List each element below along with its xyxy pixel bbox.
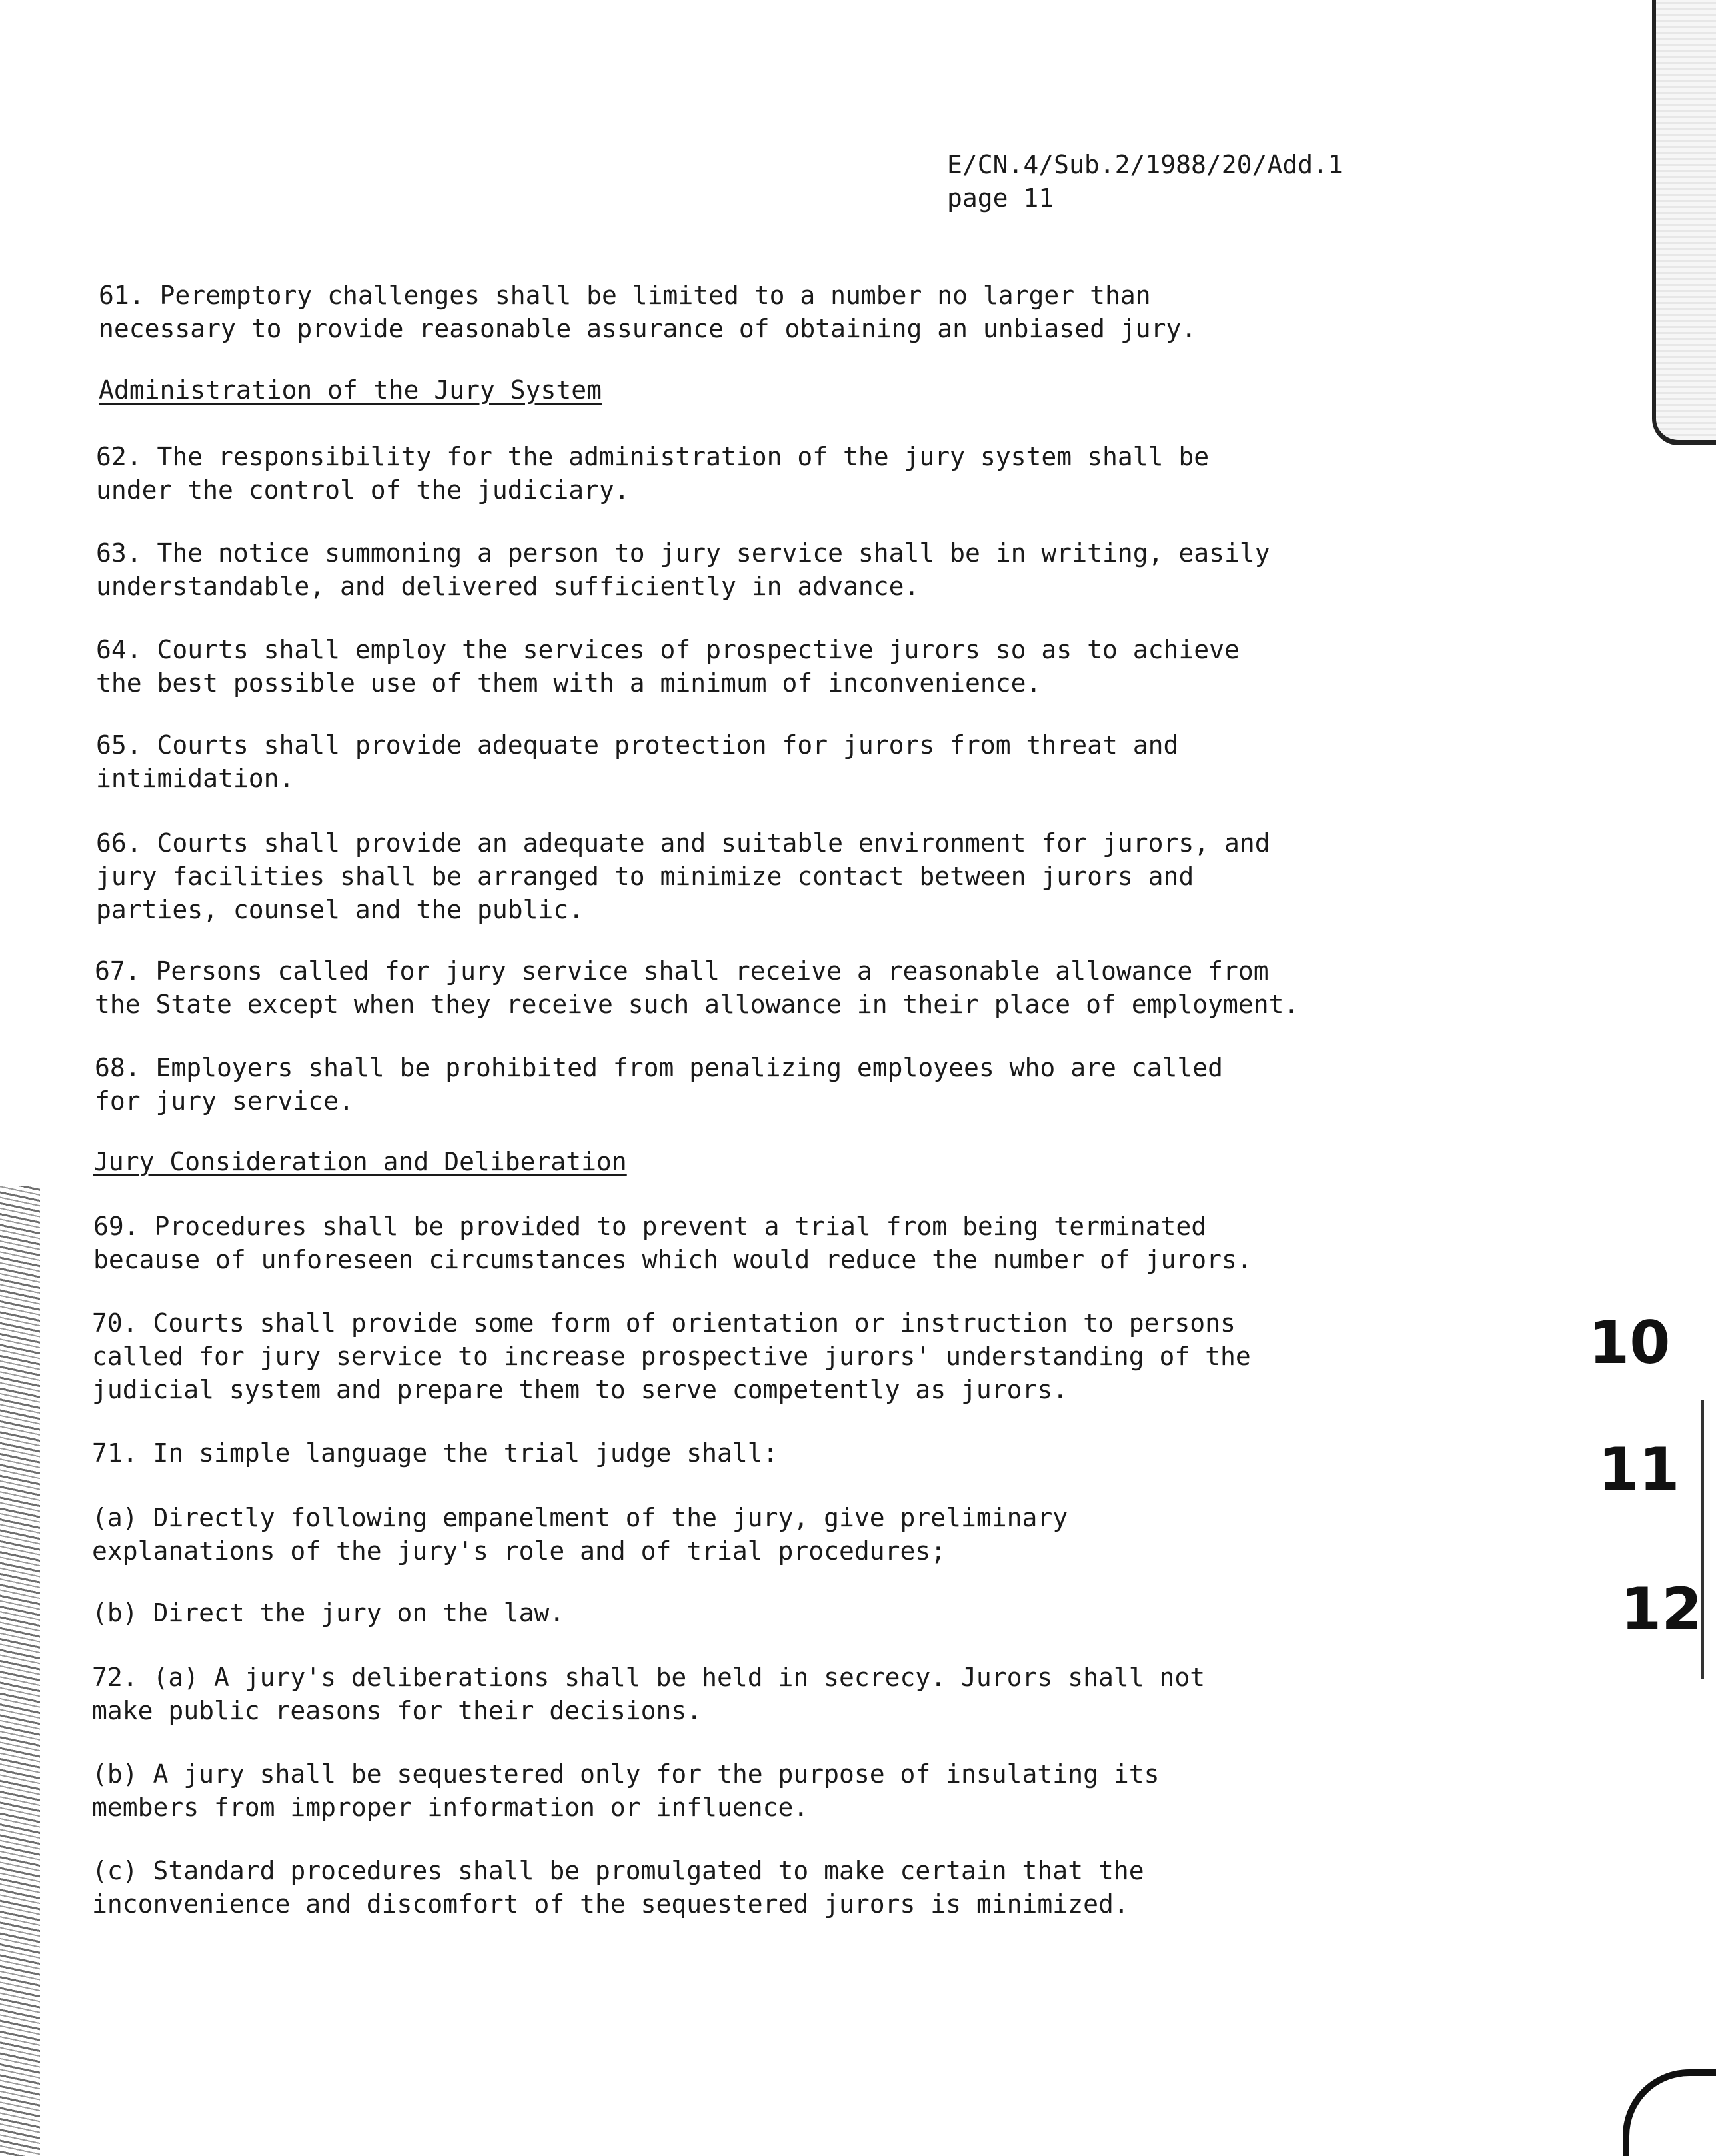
- section-heading-administration: Administration of the Jury System: [99, 375, 602, 405]
- paragraph-71a: (a) Directly following empanelment of the jury, give preliminary explanations of the jury's role and of trial procedures;: [92, 1503, 1068, 1566]
- paragraph-63: 63. The notice summoning a person to jury service shall be in writing, easily understandable, and delivered sufficiently in advance.: [96, 539, 1270, 601]
- paragraph-61: 61. Peremptory challenges shall be limited to a number no larger than necessary to provide reasonable assurance of obtaining an unbiased jury.: [99, 281, 1197, 343]
- document-symbol: E/CN.4/Sub.2/1988/20/Add.1: [947, 150, 1343, 179]
- scan-edge-right: [1652, 0, 1716, 445]
- page-number: page 11: [947, 183, 1054, 213]
- section-heading-deliberation: Jury Consideration and Deliberation: [93, 1147, 627, 1176]
- paragraph-71b: (b) Direct the jury on the law.: [92, 1598, 565, 1627]
- paragraph-65: 65. Courts shall provide adequate protection for jurors from threat and intimidation.: [96, 730, 1179, 793]
- paragraph-70: 70. Courts shall provide some form of orientation or instruction to persons called for jury service to increase prospective jurors' understanding of the judicial system and prepare them to serve competently as jurors.: [92, 1308, 1251, 1404]
- paragraph-72b: (b) A jury shall be sequestered only for the purpose of insulating its members from improper information or influence.: [92, 1759, 1160, 1822]
- paragraph-66: 66. Courts shall provide an adequate and suitable environment for jurors, and jury facilities shall be arranged to minimize contact between jurors and parties, counsel and the public.: [96, 828, 1270, 924]
- paragraph-69: 69. Procedures shall be provided to prevent a trial from being terminated because of unforeseen circumstances which would reduce the number of jurors.: [93, 1212, 1252, 1274]
- document-header: [947, 148, 1343, 215]
- margin-number-11: 11: [1598, 1435, 1680, 1504]
- paragraph-71: 71. In simple language the trial judge shall:: [92, 1438, 778, 1468]
- paragraph-62: 62. The responsibility for the administration of the jury system shall be under the control of the judiciary.: [96, 442, 1210, 505]
- paragraph-64: 64. Courts shall employ the services of prospective jurors so as to achieve the best possible use of them with a minimum of inconvenience.: [96, 635, 1240, 698]
- scan-corner-mark: [1623, 2069, 1716, 2156]
- paragraph-72a: 72. (a) A jury's deliberations shall be held in secrecy. Jurors shall not make public reasons for their decisions.: [92, 1663, 1206, 1725]
- paragraph-67: 67. Persons called for jury service shall receive a reasonable allowance from the State except when they receive such allowance in their place of employment.: [95, 956, 1299, 1019]
- paragraph-72c: (c) Standard procedures shall be promulgated to make certain that the inconvenience and discomfort of the sequestered jurors is minimized.: [92, 1856, 1144, 1919]
- margin-number-10: 10: [1589, 1308, 1671, 1377]
- margin-number-12: 12: [1621, 1575, 1703, 1643]
- paragraph-68: 68. Employers shall be prohibited from penalizing employees who are called for jury service.: [95, 1053, 1223, 1116]
- scan-edge-left: [0, 1186, 40, 2156]
